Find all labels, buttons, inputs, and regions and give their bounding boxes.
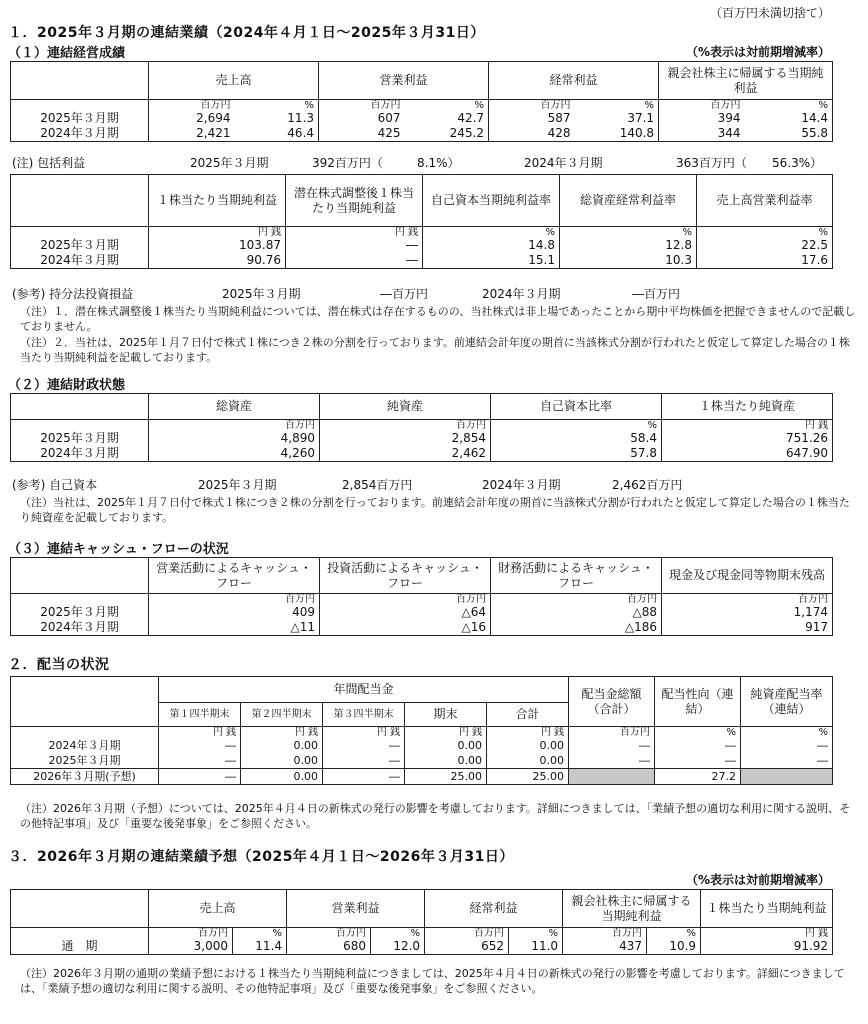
cell: 103.87 (149, 238, 286, 253)
section2-subtitle: （２）連結財政状態 (8, 378, 126, 393)
header-eps: １株当たり当期純利益 (701, 890, 833, 928)
comp-rate-1: 8.1%） (417, 156, 460, 170)
ref-value-1: ―百万円 (380, 287, 429, 301)
unit: 百万円 (563, 928, 647, 940)
table-row (11, 253, 833, 269)
cell: 2,854 (320, 431, 491, 446)
unit: % (233, 928, 287, 940)
unit: 円 銭 (159, 727, 241, 739)
financial-position-table (10, 393, 833, 462)
corner-cell (11, 62, 149, 100)
cell: 0.00 (241, 738, 323, 753)
label-cell (11, 100, 149, 112)
cell: 90.76 (149, 253, 286, 269)
unit: 百万円 (425, 928, 509, 940)
cell: △88 (491, 605, 662, 620)
unit: % (647, 928, 701, 940)
unit: 円 銭 (286, 227, 423, 239)
cell: ― (286, 253, 423, 269)
ref-value-2: 2,462百万円 (612, 478, 683, 492)
cell: 91.92 (701, 939, 833, 955)
corner-cell (11, 890, 149, 928)
unit: 百万円 (319, 100, 405, 112)
header-ordinary-income: 経常利益 (489, 62, 659, 100)
ref-value-1: 2,854百万円 (342, 478, 413, 492)
period-label: 2024年３月期 (11, 253, 149, 269)
cell (569, 769, 655, 785)
cell: ― (569, 753, 655, 769)
comprehensive-income-line (12, 154, 858, 171)
cell: △11 (149, 620, 320, 636)
per-share-table (10, 174, 833, 269)
cell: 0.00 (405, 738, 487, 753)
section4-title: ２．配当の状況 (8, 657, 110, 673)
period-label: 2024年３月期 (11, 126, 149, 142)
cell: △64 (320, 605, 491, 620)
cell: 394 (659, 111, 745, 126)
cell (741, 769, 833, 785)
unit: % (745, 100, 833, 112)
table-row (11, 605, 833, 620)
table-row (11, 769, 833, 785)
unit: % (741, 727, 833, 739)
header-sales: 売上高 (149, 62, 319, 100)
cell: 0.00 (405, 753, 487, 769)
dividends-table (10, 676, 833, 785)
header-investing-cf: 投資活動によるキャッシュ・フロー (320, 558, 491, 594)
table-row (11, 753, 833, 769)
cell: ― (159, 753, 241, 769)
cell: ― (159, 738, 241, 753)
cell: 12.0 (371, 939, 425, 955)
table-row (11, 111, 833, 126)
table-row (11, 620, 833, 636)
ref-period-2: 2024年３月期 (482, 478, 561, 492)
ref-label: (参考) 自己資本 (12, 478, 98, 492)
period-label: 2025年３月期 (11, 111, 149, 126)
cell: 14.4 (745, 111, 833, 126)
period-label: 2025年３月期 (11, 431, 149, 446)
cell: 25.00 (405, 769, 487, 785)
forecast-pct-note: （%表示は対前期増減率） (685, 873, 830, 887)
cell: ― (286, 238, 423, 253)
unit: 円 銭 (701, 928, 833, 940)
header-total-assets: 総資産 (149, 394, 320, 420)
header-net-income: 親会社株主に帰属する当期純利益 (659, 62, 833, 100)
cell: 12.8 (560, 238, 697, 253)
unit: 円 銭 (405, 727, 487, 739)
cell: ― (323, 769, 405, 785)
comp-value-2: 363百万円（ (676, 156, 747, 170)
table-row (11, 939, 833, 955)
period-label: 通 期 (11, 939, 149, 955)
period-label: 2024年３月期 (11, 446, 149, 462)
cell: 37.1 (575, 111, 659, 126)
corner-cell (11, 703, 159, 727)
unit-note: （百万円未満切捨て） (709, 6, 830, 20)
header-ordinary-income: 経常利益 (425, 890, 563, 928)
cell: 25.00 (487, 769, 569, 785)
section3-subtitle: （３）連結キャッシュ・フローの状況 (8, 542, 229, 557)
ref-period-1: 2025年３月期 (198, 478, 277, 492)
header-cash-balance: 現金及び現金同等物期末残高 (662, 558, 833, 594)
cell: 428 (489, 126, 575, 142)
cell: 4,260 (149, 446, 320, 462)
period-label: 2024年３月期 (11, 620, 149, 636)
cell: 11.0 (509, 939, 563, 955)
header-q1: 第１四半期末 (159, 703, 241, 727)
cell: 58.4 (491, 431, 662, 446)
cell: ― (323, 738, 405, 753)
header-sales: 売上高 (149, 890, 287, 928)
cell: 0.00 (487, 738, 569, 753)
ref-value-2: ―百万円 (632, 287, 681, 301)
ref-label: (参考) 持分法投資損益 (12, 287, 134, 301)
cell: 607 (319, 111, 405, 126)
header-total-dividend: 配当金総額（合計） (569, 677, 655, 727)
comp-period-1: 2025年３月期 (190, 156, 269, 170)
cell: 140.8 (575, 126, 659, 142)
unit: % (491, 420, 662, 432)
cell: 57.8 (491, 446, 662, 462)
period-label: 2025年３月期 (11, 605, 149, 620)
unit: % (235, 100, 319, 112)
forecast-table (10, 889, 833, 955)
header-payout-ratio: 配当性向（連結） (655, 677, 741, 727)
cell: 2,694 (149, 111, 235, 126)
header-eps: １株当たり当期純利益 (149, 175, 286, 227)
comp-label: (注) 包括利益 (12, 156, 86, 170)
cell: ― (741, 753, 833, 769)
cell: 425 (319, 126, 405, 142)
cell: 344 (659, 126, 745, 142)
header-bps: １株当たり純資産 (662, 394, 833, 420)
unit: 百万円 (149, 100, 235, 112)
header-operating-cf: 営業活動によるキャッシュ・フロー (149, 558, 320, 594)
header-diluted-eps: 潜在株式調整後１株当たり当期純利益 (286, 175, 423, 227)
label-cell (11, 594, 149, 606)
table-row (11, 431, 833, 446)
unit: 百万円 (569, 727, 655, 739)
label-cell (11, 420, 149, 432)
period-label: 2025年３月期 (11, 238, 149, 253)
unit: 百万円 (659, 100, 745, 112)
cell: 1,174 (662, 605, 833, 620)
table-row (11, 738, 833, 753)
table-row (11, 238, 833, 253)
corner-cell (11, 677, 159, 703)
cell: 14.8 (423, 238, 560, 253)
cell: 17.6 (697, 253, 833, 269)
period-label: 2025年３月期 (11, 753, 159, 769)
header-net-income: 親会社株主に帰属する当期純利益 (563, 890, 701, 928)
corner-cell (11, 175, 149, 227)
unit: 百万円 (662, 594, 833, 606)
cell: 11.3 (235, 111, 319, 126)
note-2: （注）２．当社は、2025年１月７日付で株式１株につき２株の分割を行っております。前連結会計年度の期首に当該株式分割が行われたと仮定して算定した場合の１株当たり当期純利益を記載しております。 (20, 336, 850, 364)
pct-note: （%表示は対前期増減率） (685, 45, 830, 59)
table-row (11, 126, 833, 142)
cell: 652 (425, 939, 509, 955)
unit: 円 銭 (149, 227, 286, 239)
period-label: 2026年３月期(予想) (11, 769, 159, 785)
header-equity-ratio: 自己資本比率 (491, 394, 662, 420)
section1-title: １．2025年３月期の連結業績（2024年４月１日～2025年３月31日） (8, 25, 485, 41)
cell: 10.3 (560, 253, 697, 269)
unit: 百万円 (149, 420, 320, 432)
label-cell (11, 928, 149, 940)
label-cell (11, 727, 159, 739)
section5-title: ３．2026年３月期の連結業績予想（2025年４月１日～2026年３月31日） (8, 849, 514, 865)
ref-period-2: 2024年３月期 (482, 287, 561, 301)
unit: 百万円 (287, 928, 371, 940)
cell: △186 (491, 620, 662, 636)
cell: 27.2 (655, 769, 741, 785)
header-operating-income: 営業利益 (319, 62, 489, 100)
period-label: 2024年３月期 (11, 738, 159, 753)
corner-cell (11, 558, 149, 594)
cell: ― (159, 769, 241, 785)
note-5: （注）2026年３月期の通期の業績予想における１株当たり当期純利益につきましては、2025年４月４日の新株式の発行の影響を考慮しております。詳細につきましては、「業績予想の適切な利用に関する説明、その他特記事項」及び「重要な後発事象」をご参照ください。 (20, 967, 845, 995)
unit: 円 銭 (662, 420, 833, 432)
cell: 751.26 (662, 431, 833, 446)
comp-value-1: 392百万円（ (312, 156, 383, 170)
unit: % (697, 227, 833, 239)
corner-cell (11, 394, 149, 420)
cell: 4,890 (149, 431, 320, 446)
note-1: （注）１．潜在株式調整後１株当たり当期純利益については、潜在株式は存在するものの、当社株式は非上場であったことから期中平均株価を把握できませんので記載しておりません。 (20, 305, 856, 333)
note-4: （注）2026年３月期（予想）については、2025年４月４日の新株式の発行の影響を考慮しております。詳細につきましては、「業績予想の適切な利用に関する説明、その他特記事項」及び「重要な後発事象」をご参照ください。 (20, 802, 851, 830)
unit: % (423, 227, 560, 239)
header-year-end: 期末 (405, 703, 487, 727)
cell: ― (569, 738, 655, 753)
equity-capital-line (12, 476, 858, 493)
cell: 0.00 (487, 753, 569, 769)
cell: 245.2 (405, 126, 489, 142)
cell: ― (741, 738, 833, 753)
unit: 百万円 (320, 594, 491, 606)
unit: 円 銭 (323, 727, 405, 739)
unit: 円 銭 (487, 727, 569, 739)
header-roa: 総資産経常利益率 (560, 175, 697, 227)
cash-flow-table (10, 557, 833, 636)
equity-method-line (12, 285, 858, 302)
note-3: （注）当社は、2025年１月７日付で株式１株につき２株の分割を行っております。前連結会計年度の期首に当該株式分割が行われたと仮定して算定した場合の１株当たり純資産を記載しております。 (20, 496, 850, 524)
unit: 百万円 (489, 100, 575, 112)
operating-results-table (10, 61, 833, 142)
cell: 680 (287, 939, 371, 955)
cell: 55.8 (745, 126, 833, 142)
unit: 円 銭 (241, 727, 323, 739)
unit: 百万円 (491, 594, 662, 606)
unit: % (405, 100, 489, 112)
cell: 917 (662, 620, 833, 636)
table-row (11, 446, 833, 462)
cell: 0.00 (241, 769, 323, 785)
cell: △16 (320, 620, 491, 636)
cell: 42.7 (405, 111, 489, 126)
cell: 0.00 (241, 753, 323, 769)
header-total: 合計 (487, 703, 569, 727)
cell: 647.90 (662, 446, 833, 462)
cell: 409 (149, 605, 320, 620)
unit: % (560, 227, 697, 239)
cell: 2,462 (320, 446, 491, 462)
unit: 百万円 (320, 420, 491, 432)
unit: 百万円 (149, 928, 233, 940)
cell: 22.5 (697, 238, 833, 253)
header-annual-dividend: 年間配当金 (159, 677, 569, 703)
label-cell (11, 227, 149, 239)
header-operating-income: 営業利益 (287, 890, 425, 928)
cell: 437 (563, 939, 647, 955)
header-q2: 第２四半期末 (241, 703, 323, 727)
unit: % (655, 727, 741, 739)
header-net-assets: 純資産 (320, 394, 491, 420)
cell: 11.4 (233, 939, 287, 955)
header-operating-margin: 売上高営業利益率 (697, 175, 833, 227)
unit: % (371, 928, 425, 940)
cell: 10.9 (647, 939, 701, 955)
cell: ― (323, 753, 405, 769)
cell: ― (655, 738, 741, 753)
cell: 15.1 (423, 253, 560, 269)
header-financing-cf: 財務活動によるキャッシュ・フロー (491, 558, 662, 594)
section1-subtitle: （１）連結経営成績 (8, 46, 126, 61)
cell: 46.4 (235, 126, 319, 142)
comp-period-2: 2024年３月期 (524, 156, 603, 170)
cell: 587 (489, 111, 575, 126)
unit: % (509, 928, 563, 940)
ref-period-1: 2025年３月期 (222, 287, 301, 301)
header-q3: 第３四半期末 (323, 703, 405, 727)
header-dividend-ratio: 純資産配当率（連結） (741, 677, 833, 727)
comp-rate-2: 56.3%） (772, 156, 823, 170)
unit: 百万円 (149, 594, 320, 606)
cell: 2,421 (149, 126, 235, 142)
header-roe: 自己資本当期純利益率 (423, 175, 560, 227)
cell: ― (655, 753, 741, 769)
unit: % (575, 100, 659, 112)
cell: 3,000 (149, 939, 233, 955)
